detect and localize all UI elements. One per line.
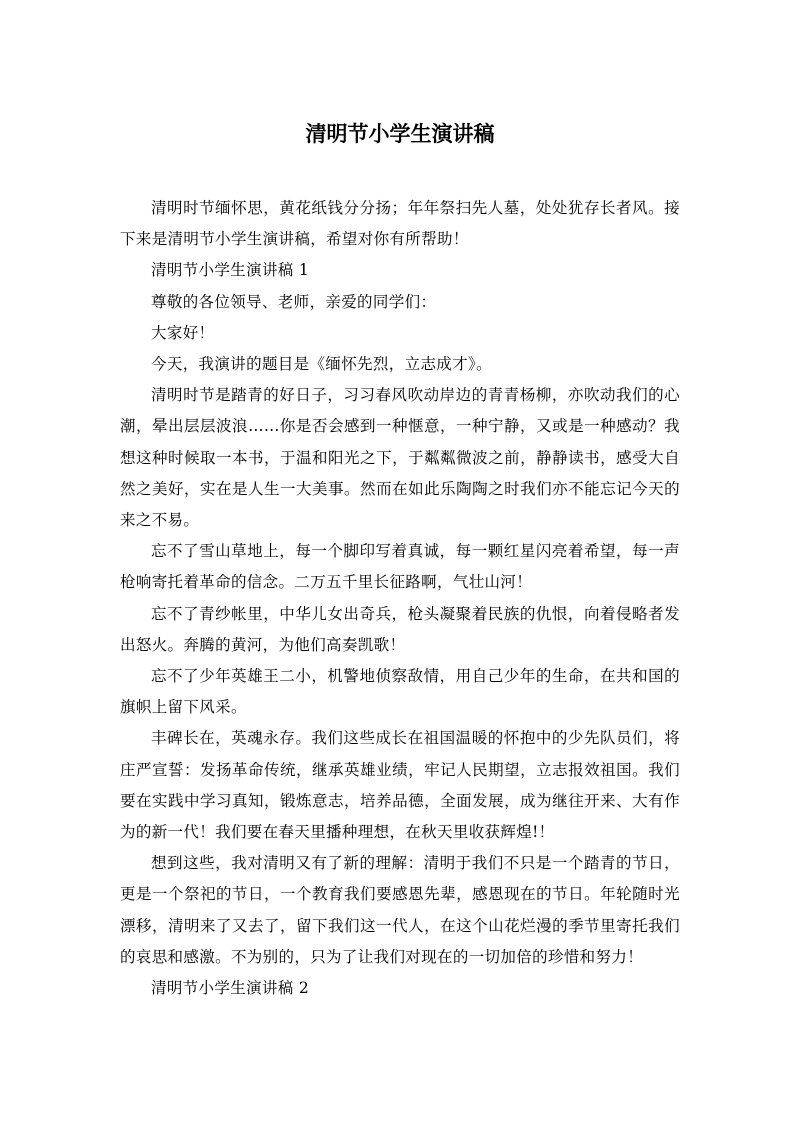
section-heading-2: 清明节小学生演讲稿 2	[151, 979, 310, 998]
body-paragraph: 忘不了雪山草地上，每一个脚印写着真诚，每一颗红星闪亮着希望，每一声枪响寄托着革命的信念。二万五千里长征路啊，气壮山河！	[120, 542, 680, 592]
body-paragraph: 忘不了青纱帐里，中华儿女出奇兵，枪头凝聚着民族的仇恨，向着侵略者发出怒火。奔腾的黄河，为他们高奏凯歌！	[120, 604, 680, 654]
document-body	[120, 193, 680, 1004]
section-heading-1: 清明节小学生演讲稿 1	[151, 261, 310, 280]
intro-paragraph: 清明时节缅怀思，黄花纸钱分分扬；年年祭扫先人墓，处处犹存长者风。接下来是清明节小学生演讲稿，希望对你有所帮助！	[120, 199, 680, 249]
salutation: 尊敬的各位领导、老师，亲爱的同学们：	[151, 292, 437, 311]
document-title: 清明节小学生演讲稿	[305, 122, 495, 146]
body-paragraph: 忘不了少年英雄王二小，机警地侦察敌情，用自己少年的生命，在共和国的旗帜上留下风采。	[120, 667, 680, 717]
greeting: 大家好！	[151, 323, 215, 342]
body-paragraph: 丰碑长在，英魂永存。我们这些成长在祖国温暖的怀抱中的少先队员们，将庄严宣誓：发扬革命传统，继承英雄业绩，牢记人民期望，立志报效祖国。我们要在实践中学习真知，锻炼意志，培养品德，全面发展，成为继往开来、大有作为的新一代！我们要在春天里播种理想，在秋天里收获辉煌!！	[120, 729, 680, 842]
body-paragraph: 想到这些，我对清明又有了新的理解：清明于我们不只是一个踏青的节日，更是一个祭祀的节日，一个教育我们要感恩先辈，感恩现在的节日。年轮随时光漂移，清明来了又去了，留下我们这一代人，在这个山花烂漫的季节里寄托我们的哀思和感激。不为别的，只为了让我们对现在的一切加倍的珍惜和努力！	[120, 854, 680, 966]
body-paragraph: 清明时节是踏青的好日子，习习春风吹动岸边的青青杨柳，亦吹动我们的心潮，晕出层层波浪……你是否会感到一种惬意，一种宁静，又或是一种感动？我想这种时候取一本书，于温和阳光之下，于粼粼微波之前，静静读书，感受大自然之美好，实在是人生一大美事。然而在如此乐陶陶之时我们亦不能忘记今天的来之不易。	[120, 386, 680, 530]
speech-topic: 今天，我演讲的题目是《缅怀先烈，立志成才》。	[151, 355, 492, 374]
